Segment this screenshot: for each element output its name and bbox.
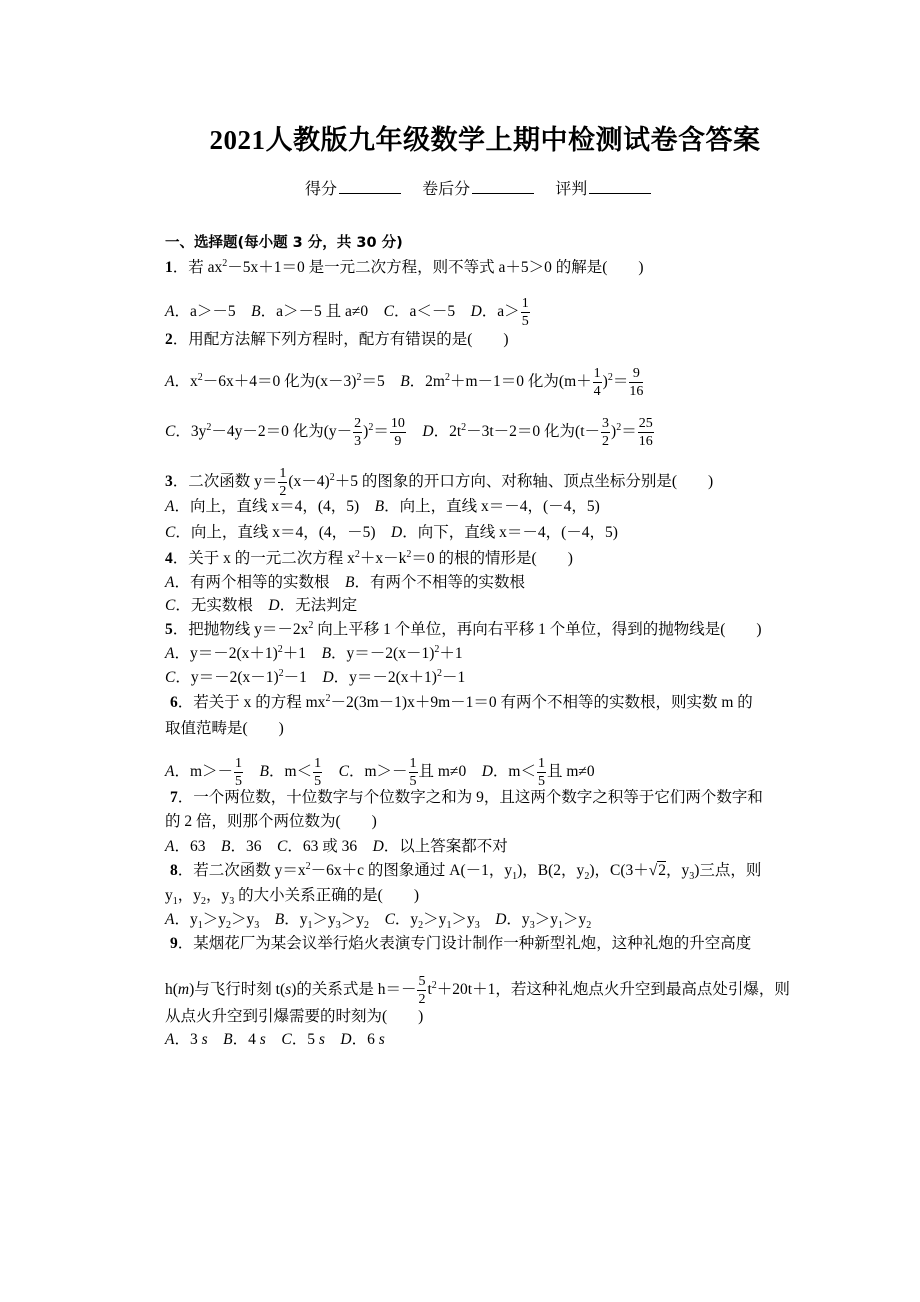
fraction	[234, 755, 243, 790]
fraction	[390, 415, 406, 450]
superscript: 2	[329, 471, 335, 483]
text-run: ＋5 的图象的开口方向、对称轴、顶点坐标分别是( )	[334, 473, 714, 491]
text-run	[325, 1031, 341, 1048]
fraction	[313, 755, 322, 790]
text-run: )	[363, 423, 369, 441]
italic-text: D	[391, 524, 403, 541]
superscript: 2	[356, 371, 362, 383]
subscript: 3	[229, 896, 235, 908]
fraction	[417, 973, 426, 1008]
subscript: 2	[584, 871, 590, 883]
numerator: 25	[638, 416, 653, 431]
text-run: ．y＝－2(x－1)	[331, 645, 435, 662]
subscript: 2	[201, 896, 207, 908]
text-line	[170, 788, 763, 808]
text-run: ．y	[506, 911, 530, 928]
text-run: ．63 或 36	[287, 838, 373, 855]
text-line	[165, 755, 595, 790]
text-run: )	[602, 373, 608, 391]
subscript: 3	[529, 920, 535, 932]
text-run: ．a＞	[481, 303, 520, 321]
denominator: 2	[418, 992, 426, 1007]
subscript: 1	[557, 920, 563, 932]
text-run: ．一个两位数，十位数字与个位数字之和为 9，且这两个数字之积等于它们两个数字和	[177, 789, 763, 806]
text-run: ．y	[394, 911, 419, 928]
text-line	[165, 812, 377, 832]
italic-text: s	[285, 981, 292, 999]
text-run: ．以上答案都不对	[383, 838, 508, 855]
text-line	[165, 1007, 423, 1027]
text-run: ＝5	[361, 373, 401, 391]
superscript: 2	[436, 667, 442, 679]
italic-text: A	[165, 763, 175, 781]
numerator: 9	[629, 365, 643, 383]
text-line	[165, 465, 713, 500]
text-run	[259, 911, 275, 928]
text-run: －2(3m－1)x＋9m－1＝0 有两个不相等的实数根，则实数 m 的	[330, 694, 753, 711]
text-run: ．x	[174, 373, 198, 391]
text-run: ＋20t＋1，若这种礼炮点火升空到最高点处引爆，则	[436, 981, 790, 999]
numerator: 1	[593, 366, 601, 381]
superscript: 2	[461, 421, 467, 433]
question-number: 2	[165, 331, 173, 348]
text-run: －6x＋4＝0 化为(x－3)	[202, 373, 357, 391]
denominator: 5	[409, 774, 417, 789]
text-line	[165, 523, 618, 543]
italic-text: B	[259, 763, 270, 781]
grader-field	[555, 179, 651, 198]
subscript: 3	[254, 920, 260, 932]
question-number: 4	[165, 550, 173, 567]
text-run: ＋m－1＝0 化为(m＋	[449, 373, 592, 391]
text-run: ＞y	[451, 911, 475, 928]
italic-text: D	[372, 838, 384, 855]
text-line	[165, 668, 465, 688]
text-run	[480, 911, 496, 928]
numerator: 1	[279, 466, 287, 481]
italic-text: A	[165, 303, 175, 321]
text-line	[165, 549, 573, 569]
fraction	[521, 295, 530, 330]
text-run: ＋1	[439, 645, 463, 662]
italic-text: B	[223, 1031, 233, 1048]
text-run	[369, 911, 385, 928]
subscript: 1	[172, 896, 178, 908]
text-line	[170, 934, 751, 954]
italic-text: B	[374, 498, 385, 515]
italic-text: C	[165, 597, 176, 614]
superscript: 2	[197, 371, 203, 383]
text-line	[165, 973, 790, 1008]
denominator: 5	[521, 314, 529, 329]
radicand: 2	[658, 862, 666, 879]
page-title: 2021人教版九年级数学上期中检测试卷含答案	[209, 125, 761, 155]
text-run: ．3y	[175, 423, 207, 441]
text-run: ＝	[612, 373, 629, 391]
italic-text: B	[220, 838, 231, 855]
text-run: ，y	[206, 887, 230, 904]
final-score-field	[422, 179, 534, 198]
italic-text: C	[384, 911, 395, 928]
numerator: 1	[521, 296, 529, 311]
text-run: ＋1	[282, 645, 322, 662]
italic-text: D	[268, 597, 280, 614]
text-line	[165, 415, 655, 450]
italic-text: A	[165, 645, 175, 662]
text-run: ，y	[177, 887, 202, 904]
text-run: ．二次函数 y＝	[172, 473, 278, 491]
text-run: ＞y	[534, 911, 558, 928]
question-number: 6	[170, 694, 178, 711]
fraction	[593, 365, 602, 400]
text-run: ．向上，直线 x＝－4，(－4，5)	[384, 498, 600, 515]
denominator: 9	[394, 434, 402, 449]
superscript: 2	[616, 421, 622, 433]
text-line	[165, 1030, 385, 1050]
text-line	[165, 620, 762, 640]
denominator: 16	[638, 434, 653, 449]
subscript: 3	[335, 920, 341, 932]
fraction	[601, 415, 610, 450]
text-run: ，y	[666, 862, 690, 879]
text-run: ．有两个不相等的实数根	[354, 574, 525, 591]
text-run: －4y－2＝0 化为(y－	[211, 423, 353, 441]
text-run: ．a＜－5	[393, 303, 471, 321]
denominator: 3	[354, 434, 362, 449]
text-run: ．m＜	[492, 763, 536, 781]
fraction	[537, 755, 546, 790]
italic-text: D	[322, 669, 334, 686]
superscript: 2	[277, 643, 283, 655]
text-line	[165, 573, 525, 593]
text-run	[208, 1031, 224, 1048]
text-run: ．a＞－5 且 a≠0	[260, 303, 384, 321]
superscript: 2	[406, 548, 412, 560]
text-line	[165, 258, 644, 278]
subscript: 2	[364, 920, 370, 932]
denominator: 5	[314, 774, 322, 789]
superscript: 2	[206, 421, 212, 433]
grader-blank	[589, 179, 651, 194]
text-run	[266, 1031, 282, 1048]
square-root: √2	[648, 862, 666, 879]
subscript: 3	[474, 920, 480, 932]
question-number: 9	[170, 935, 178, 952]
fraction	[278, 465, 287, 500]
text-run: ．3	[174, 1031, 202, 1048]
italic-text: C	[383, 303, 394, 321]
italic-text: A	[165, 911, 175, 928]
denominator: 16	[629, 384, 644, 399]
question-number: 5	[165, 621, 173, 638]
subscript: 1	[512, 871, 518, 883]
text-run: ．关于 x 的一元二次方程 x	[172, 550, 355, 567]
text-run: ＞y	[340, 911, 365, 928]
italic-text: A	[165, 1031, 175, 1048]
text-line	[165, 719, 284, 739]
subscript: 1	[307, 920, 313, 932]
subscript: 2	[226, 920, 231, 932]
fraction	[638, 415, 654, 450]
text-run: ．y＝－2(x－1)	[175, 669, 279, 686]
denominator: 4	[593, 384, 601, 399]
text-run: ．m＞－	[174, 763, 234, 781]
text-run	[407, 423, 423, 440]
text-line	[165, 910, 591, 930]
superscript: 2	[368, 421, 374, 433]
italic-text: B	[251, 303, 261, 321]
text-line	[165, 330, 509, 350]
denominator: 2	[279, 484, 287, 499]
italic-text: s	[378, 1031, 385, 1048]
text-run: ．y	[174, 911, 198, 928]
text-run: ．m＞－	[348, 763, 408, 781]
italic-text: m	[177, 981, 190, 999]
italic-text: C	[276, 838, 288, 855]
fraction	[409, 755, 418, 790]
text-run: )的关系式是 h＝－	[291, 981, 417, 999]
text-run: ＞y	[231, 911, 255, 928]
subscript: 1	[197, 920, 203, 932]
text-run: ．若 ax	[172, 259, 223, 276]
score-label: 得分	[305, 179, 338, 198]
section-heading	[165, 233, 403, 253]
text-run: ．y＝－2(x＋1)	[333, 669, 437, 686]
italic-text: D	[470, 303, 482, 321]
question-number: 3	[165, 473, 173, 491]
numerator: 5	[418, 974, 426, 989]
text-run: 取值范畴是( )	[165, 720, 284, 737]
italic-text: D	[495, 911, 507, 928]
text-run: ．y＝－2(x＋1)	[174, 645, 278, 662]
numerator: 2	[354, 416, 362, 431]
italic-text: D	[340, 1031, 352, 1048]
text-run: ．向上，直线 x＝4，(4，5)	[174, 498, 375, 515]
numerator: 3	[602, 416, 610, 431]
text-run: －1	[441, 669, 466, 686]
text-run: ．无实数根	[175, 597, 269, 614]
text-run: ．把抛物线 y＝－2x	[172, 621, 309, 638]
question-number: 7	[170, 789, 178, 806]
text-run: ．a＞－5	[174, 303, 252, 321]
italic-text: A	[165, 498, 175, 515]
text-run: ．向上，直线 x＝4，(4，－5)	[175, 524, 392, 541]
subscript: 2	[418, 920, 424, 932]
text-run: (x－4)	[288, 473, 330, 491]
text-run: ＞y	[202, 911, 226, 928]
text-run: ＞y	[312, 911, 336, 928]
numerator: 1	[314, 756, 322, 771]
text-line	[165, 596, 357, 616]
text-run: ．无法判定	[279, 597, 358, 614]
numerator: 1	[537, 756, 545, 771]
fraction	[629, 365, 643, 400]
italic-text: A	[165, 838, 175, 855]
text-run: ．m＜	[269, 763, 313, 781]
text-run: ＝	[621, 423, 637, 441]
text-run: ＝	[373, 423, 389, 441]
superscript: 2	[222, 257, 228, 269]
superscript: 2	[431, 979, 437, 991]
text-run: ．6	[351, 1031, 379, 1048]
text-run: )三点，则	[694, 862, 762, 879]
text-run: )，B(2，y	[517, 862, 585, 879]
question-number: 8	[170, 862, 178, 879]
italic-text: C	[338, 763, 349, 781]
italic-text: s	[318, 1031, 325, 1048]
text-run: ．63	[174, 838, 221, 855]
final-score-label: 卷后分	[422, 179, 471, 198]
text-line	[170, 861, 761, 881]
text-run: )，C(3＋	[589, 862, 649, 879]
text-run: －3t－2＝0 化为(t－	[466, 423, 601, 441]
superscript: 2	[278, 667, 284, 679]
numerator: 1	[235, 756, 243, 771]
numerator: 10	[390, 416, 405, 431]
text-run: ．y	[284, 911, 308, 928]
text-run: )与飞行时刻 t(	[189, 981, 286, 999]
section-title: 一、选择题(每小题 3 分，共 30 分)	[165, 235, 403, 251]
final-score-blank	[472, 179, 534, 194]
text-run: ＞y	[562, 911, 587, 928]
text-run	[323, 763, 339, 780]
italic-text: C	[165, 423, 176, 441]
question-number: 1	[165, 259, 173, 276]
denominator: 5	[235, 774, 243, 789]
superscript: 2	[434, 643, 440, 655]
fraction	[353, 415, 362, 450]
text-run: ＝0 的根的情形是( )	[411, 550, 573, 567]
score-field	[305, 179, 401, 198]
text-run: 的大小关系正确的是( )	[234, 887, 419, 904]
superscript: 2	[444, 371, 450, 383]
text-run: ．2m	[409, 373, 445, 391]
numerator: 1	[409, 756, 417, 771]
subscript: 2	[586, 920, 592, 932]
text-run: ．4	[232, 1031, 260, 1048]
italic-text: C	[165, 524, 176, 541]
subscript: 3	[689, 871, 695, 883]
superscript: 2	[305, 860, 311, 872]
text-run: ．有两个相等的实数根	[174, 574, 345, 591]
text-line	[165, 295, 531, 330]
text-run: ．5	[291, 1031, 319, 1048]
subscript: 1	[446, 920, 452, 932]
text-run: －5x＋1＝0 是一元二次方程，则不等式 a＋5＞0 的解是( )	[227, 259, 644, 276]
text-run: ．2t	[433, 423, 462, 441]
italic-text: A	[165, 574, 175, 591]
text-run: ．若关于 x 的方程 mx	[177, 694, 326, 711]
italic-text: B	[400, 373, 410, 391]
text-run: 向上平移 1 个单位，再向右平移 1 个单位，得到的抛物线是( )	[313, 621, 762, 638]
text-line	[165, 644, 463, 664]
text-run: ．用配方法解下列方程时，配方有错误的是( )	[172, 331, 509, 348]
italic-text: D	[422, 423, 434, 441]
italic-text: C	[281, 1031, 292, 1048]
text-run: －6x＋c 的图象通过 A(－1，y	[310, 862, 513, 879]
text-line	[170, 693, 753, 713]
text-line	[165, 497, 600, 517]
italic-text: s	[259, 1031, 266, 1048]
text-run: t	[427, 981, 432, 999]
italic-text: B	[344, 574, 355, 591]
italic-text: B	[321, 645, 332, 662]
text-run: y	[165, 887, 173, 904]
score-blank	[339, 179, 401, 194]
italic-text: B	[274, 911, 285, 928]
text-line	[165, 365, 644, 400]
text-run: ．若二次函数 y＝x	[177, 862, 306, 879]
text-run: h(	[165, 981, 178, 999]
text-run: ＞y	[423, 911, 447, 928]
text-run: 的 2 倍，则那个两位数为( )	[165, 813, 377, 830]
text-line	[165, 886, 419, 906]
text-run: ．36	[230, 838, 277, 855]
text-run: －1	[283, 669, 323, 686]
text-run: ．向下，直线 x＝－4，(－4，5)	[402, 524, 618, 541]
superscript: 2	[325, 692, 331, 704]
denominator: 5	[537, 774, 545, 789]
text-run: )	[611, 423, 617, 441]
text-run: ＋x－k	[359, 550, 407, 567]
italic-text: C	[165, 669, 176, 686]
grader-label: 评判	[555, 179, 588, 198]
superscript: 2	[607, 371, 613, 383]
superscript: 2	[308, 619, 314, 631]
italic-text: s	[201, 1031, 208, 1048]
score-fields	[305, 176, 667, 199]
text-run: 从点火升空到引爆需要的时刻为( )	[165, 1008, 424, 1025]
text-run	[244, 763, 260, 780]
text-run: ．某烟花厂为某会议举行焰火表演专门设计制作一种新型礼炮，这种礼炮的升空高度	[177, 935, 752, 952]
text-run: 且 m≠0	[546, 763, 595, 781]
italic-text: D	[481, 763, 493, 781]
text-line	[165, 837, 508, 857]
superscript: 2	[354, 548, 360, 560]
italic-text: A	[165, 373, 175, 391]
denominator: 2	[602, 434, 610, 449]
text-run: 且 m≠0	[418, 763, 482, 781]
